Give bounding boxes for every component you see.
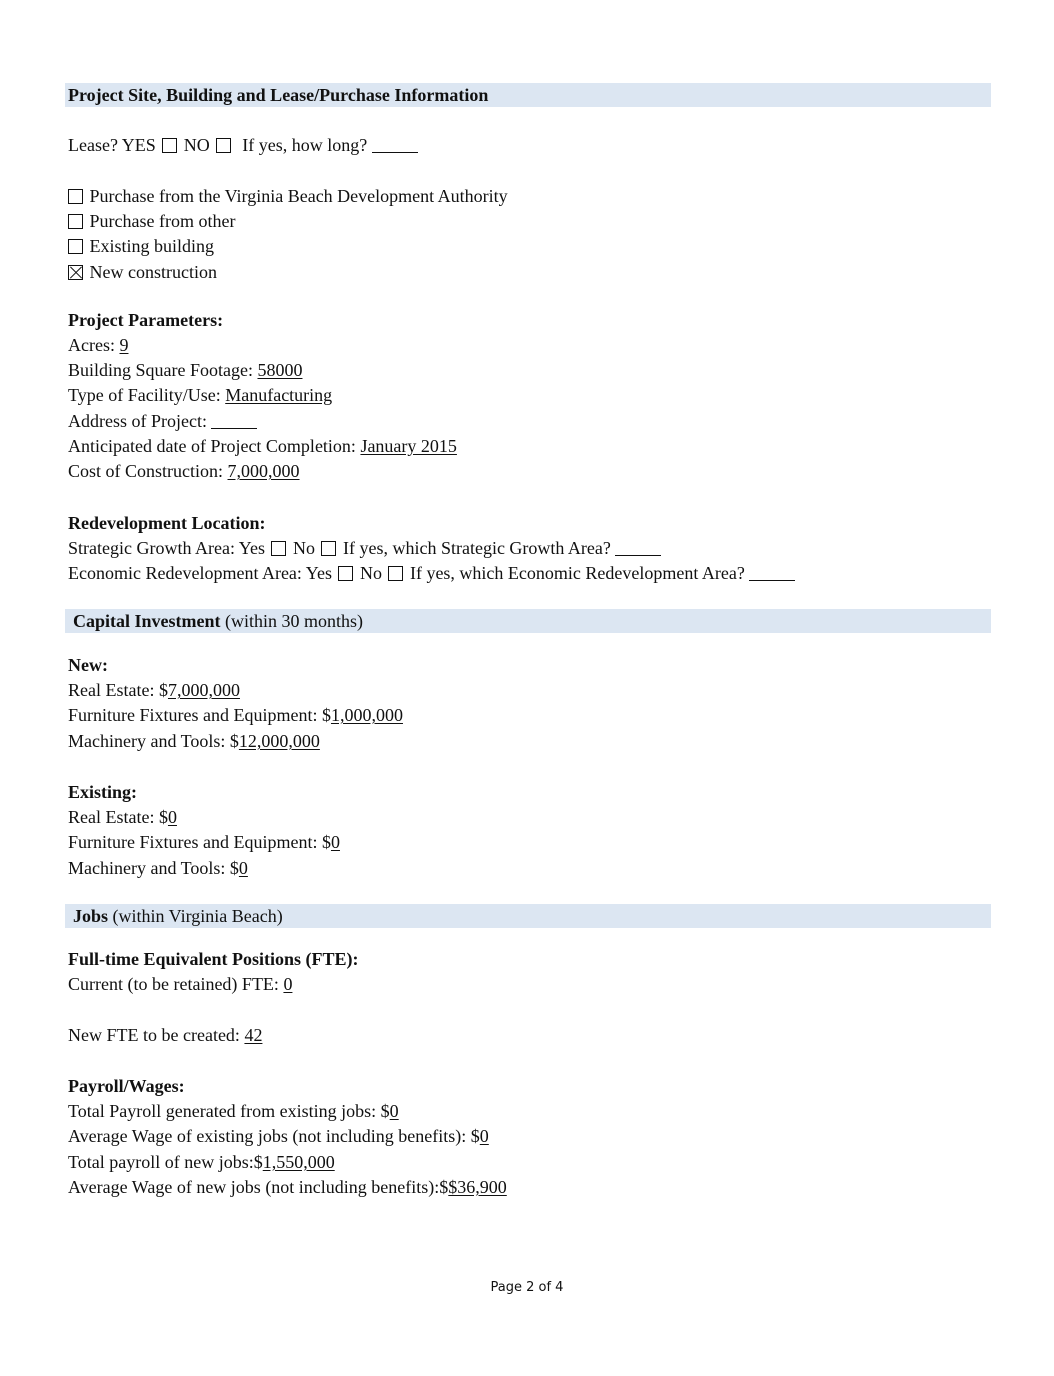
sga-no-checkbox[interactable]	[321, 541, 336, 556]
facility-type-label: Type of Facility/Use:	[68, 385, 221, 405]
existing-real-estate-row	[68, 806, 177, 828]
current-fte-label: Current (to be retained) FTE:	[68, 974, 279, 994]
section-header-capital	[65, 609, 991, 633]
avg-new-wage-label: Average Wage of new jobs (not including benefits):$	[68, 1177, 449, 1197]
total-existing-payroll-label: Total Payroll generated from existing jobs: $	[68, 1101, 390, 1121]
era-row	[68, 562, 795, 584]
redevelopment-heading	[68, 512, 265, 534]
existing-investment-heading	[68, 781, 137, 803]
section-title-site: Project Site, Building and Lease/Purchase Information	[68, 85, 489, 105]
existing-machinery-value: 0	[238, 858, 248, 878]
sga-label: Strategic Growth Area: Yes	[68, 538, 265, 558]
construction-cost-value: 7,000,000	[227, 461, 300, 481]
section-header-jobs	[65, 904, 991, 928]
total-existing-payroll-row	[68, 1100, 399, 1122]
address-label: Address of Project:	[68, 411, 207, 431]
new-machinery-value: 12,000,000	[238, 731, 320, 751]
avg-new-wage-row	[68, 1176, 507, 1198]
acres-row	[68, 334, 128, 356]
lease-row	[68, 134, 418, 156]
existing-ffe-label: Furniture Fixtures and Equipment: $	[68, 832, 331, 852]
total-new-payroll-label: Total payroll of new jobs:$	[68, 1152, 263, 1172]
era-field[interactable]	[749, 566, 795, 581]
completion-date-value: January 2015	[360, 436, 457, 456]
new-investment-heading-text: New:	[68, 655, 108, 675]
avg-new-wage-value: $36,900	[448, 1177, 507, 1197]
params-heading	[68, 309, 223, 331]
construction-cost-row	[68, 460, 300, 482]
current-fte-value: 0	[283, 974, 293, 994]
lease-how-long-field[interactable]	[372, 138, 418, 153]
option-vbda-checkbox[interactable]	[68, 189, 83, 204]
section-header-site	[65, 83, 991, 107]
new-machinery-row	[68, 730, 320, 752]
new-fte-value: 42	[244, 1025, 263, 1045]
option-existing-checkbox[interactable]	[68, 239, 83, 254]
address-field[interactable]	[211, 414, 257, 429]
new-real-estate-label: Real Estate: $	[68, 680, 168, 700]
payroll-heading-text: Payroll/Wages:	[68, 1076, 185, 1096]
lease-no-checkbox[interactable]	[216, 138, 231, 153]
era-question: If yes, which Economic Redevelopment Area?	[409, 563, 745, 583]
section-title-capital: Capital Investment	[73, 611, 221, 631]
existing-investment-heading-text: Existing:	[68, 782, 138, 802]
era-no-checkbox[interactable]	[388, 566, 403, 581]
new-ffe-label: Furniture Fixtures and Equipment: $	[68, 705, 331, 725]
option-other-checkbox[interactable]	[68, 214, 83, 229]
section-note-capital: (within 30 months)	[225, 611, 363, 631]
avg-existing-wage-value: 0	[479, 1126, 489, 1146]
option-new-construction-label: New construction	[89, 262, 217, 282]
page-number: Page 2 of 4	[490, 1280, 564, 1295]
params-heading-text: Project Parameters:	[68, 310, 224, 330]
redevelopment-heading-text: Redevelopment Location:	[68, 513, 266, 533]
option-existing-label: Existing building	[89, 236, 215, 256]
new-ffe-value: 1,000,000	[330, 705, 403, 725]
avg-existing-wage-row	[68, 1125, 489, 1147]
total-new-payroll-row	[68, 1151, 335, 1173]
lease-no-label: NO	[183, 135, 210, 155]
existing-real-estate-label: Real Estate: $	[68, 807, 168, 827]
option-other-label: Purchase from other	[89, 211, 236, 231]
sqft-label: Building Square Footage:	[68, 360, 253, 380]
lease-yes-checkbox[interactable]	[162, 138, 177, 153]
section-note-jobs: (within Virginia Beach)	[112, 906, 283, 926]
completion-date-row	[68, 435, 457, 457]
option-new-construction-checkbox[interactable]	[68, 265, 83, 280]
existing-real-estate-value: 0	[167, 807, 177, 827]
existing-machinery-label: Machinery and Tools: $	[68, 858, 239, 878]
new-investment-heading	[68, 654, 108, 676]
option-existing	[68, 235, 214, 257]
new-fte-row	[68, 1024, 262, 1046]
era-no-label: No	[359, 563, 382, 583]
era-label: Economic Redevelopment Area: Yes	[68, 563, 332, 583]
sga-question: If yes, which Strategic Growth Area?	[342, 538, 611, 558]
lease-label: Lease? YES	[68, 135, 156, 155]
total-existing-payroll-value: 0	[389, 1101, 399, 1121]
sga-no-label: No	[292, 538, 315, 558]
existing-machinery-row	[68, 857, 248, 879]
existing-ffe-row	[68, 831, 340, 853]
new-real-estate-row	[68, 679, 240, 701]
sqft-value: 58000	[257, 360, 303, 380]
lease-how-long-label: If yes, how long?	[242, 135, 368, 155]
avg-existing-wage-label: Average Wage of existing jobs (not including benefits): $	[68, 1126, 480, 1146]
acres-label: Acres:	[68, 335, 115, 355]
fte-heading	[68, 948, 359, 970]
total-new-payroll-value: 1,550,000	[262, 1152, 335, 1172]
address-row	[68, 410, 257, 432]
completion-date-label: Anticipated date of Project Completion:	[68, 436, 356, 456]
new-real-estate-value: 7,000,000	[167, 680, 240, 700]
sga-yes-checkbox[interactable]	[271, 541, 286, 556]
new-machinery-label: Machinery and Tools: $	[68, 731, 239, 751]
option-vbda	[68, 185, 508, 207]
option-new-construction	[68, 261, 217, 283]
sqft-row	[68, 359, 302, 381]
acres-value: 9	[119, 335, 129, 355]
new-ffe-row	[68, 704, 403, 726]
sga-field[interactable]	[615, 541, 661, 556]
era-yes-checkbox[interactable]	[338, 566, 353, 581]
section-title-jobs: Jobs	[73, 906, 109, 926]
facility-type-row	[68, 384, 332, 406]
construction-cost-label: Cost of Construction:	[68, 461, 224, 481]
option-vbda-label: Purchase from the Virginia Beach Development Authority	[89, 186, 508, 206]
new-fte-label: New FTE to be created:	[68, 1025, 240, 1045]
existing-ffe-value: 0	[330, 832, 340, 852]
option-other	[68, 210, 235, 232]
payroll-heading	[68, 1075, 185, 1097]
sga-row	[68, 537, 661, 559]
current-fte-row	[68, 973, 292, 995]
facility-type-value: Manufacturing	[225, 385, 333, 405]
fte-heading-text: Full-time Equivalent Positions (FTE):	[68, 949, 359, 969]
